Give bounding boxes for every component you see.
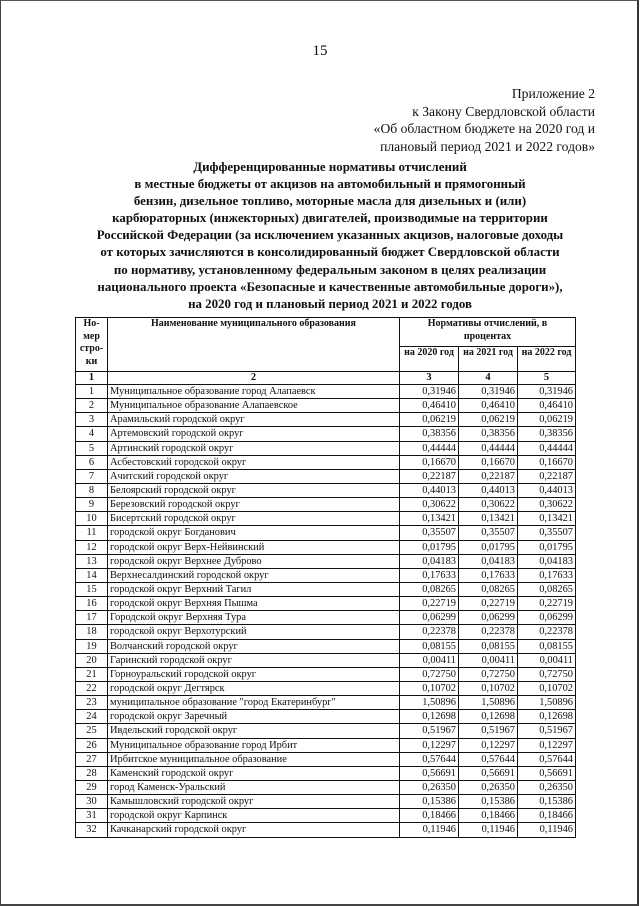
row-number: 1 — [76, 385, 108, 399]
norm-2021: 0,72750 — [459, 667, 518, 681]
table-row — [76, 554, 576, 568]
row-number: 30 — [76, 795, 108, 809]
row-number: 7 — [76, 469, 108, 483]
row-number: 15 — [76, 582, 108, 596]
norm-2021: 0,13421 — [459, 512, 518, 526]
norm-2020: 0,01795 — [400, 540, 459, 554]
norm-2020: 0,06219 — [400, 413, 459, 427]
norm-2020: 0,72750 — [400, 667, 459, 681]
norm-2022: 1,50896 — [518, 696, 576, 710]
norm-2021: 0,35507 — [459, 526, 518, 540]
municipality-name: Горноуральский городской округ — [108, 667, 400, 681]
municipality-name: Гаринский городской округ — [108, 653, 400, 667]
norms-table — [75, 317, 576, 838]
norm-2020: 0,31946 — [400, 385, 459, 399]
norm-2022: 0,12297 — [518, 738, 576, 752]
table-row — [76, 681, 576, 695]
title-line: на 2020 год и плановый период 2021 и 2022 годов — [188, 296, 472, 311]
norm-2021: 0,57644 — [459, 752, 518, 766]
norm-2021: 0,22187 — [459, 469, 518, 483]
appendix-reference — [374, 85, 595, 155]
norm-2022: 0,10702 — [518, 681, 576, 695]
header-norms-group — [400, 318, 576, 347]
title-line: от которых зачисляются в консолидированный бюджет Свердловской области — [100, 245, 560, 260]
table-row — [76, 653, 576, 667]
norm-2021: 0,06219 — [459, 413, 518, 427]
municipality-name: Камышловский городской округ — [108, 795, 400, 809]
column-index: 1 — [76, 372, 108, 385]
norm-2021: 0,16670 — [459, 455, 518, 469]
title-line: национального проекта «Безопасные и качественные автомобильные дороги»), — [97, 279, 563, 294]
table-row — [76, 526, 576, 540]
row-number: 28 — [76, 766, 108, 780]
municipality-name: городской округ Богданович — [108, 526, 400, 540]
norm-2022: 0,22378 — [518, 625, 576, 639]
norm-2021: 1,50896 — [459, 696, 518, 710]
row-number: 26 — [76, 738, 108, 752]
title-line: Дифференцированные нормативы отчислений — [193, 160, 467, 174]
norm-2020: 0,22378 — [400, 625, 459, 639]
row-number: 21 — [76, 667, 108, 681]
table-row — [76, 582, 576, 596]
norm-2020: 0,35507 — [400, 526, 459, 540]
municipality-name: Качканарский городской округ — [108, 823, 400, 837]
norm-2022: 0,26350 — [518, 780, 576, 794]
row-number: 12 — [76, 540, 108, 554]
norm-2020: 0,00411 — [400, 653, 459, 667]
norm-2022: 0,04183 — [518, 554, 576, 568]
appendix-line: Приложение 2 — [511, 86, 595, 101]
norm-2021: 0,38356 — [459, 427, 518, 441]
municipality-name: Белоярский городской округ — [108, 483, 400, 497]
norm-2021: 0,11946 — [459, 823, 518, 837]
document-title — [60, 159, 600, 313]
norm-2022: 0,06219 — [518, 413, 576, 427]
table-row — [76, 413, 576, 427]
norm-2021: 0,12297 — [459, 738, 518, 752]
norm-2022: 0,44013 — [518, 483, 576, 497]
norm-2022: 0,06299 — [518, 611, 576, 625]
title-line: Российской Федерации (за исключением указанных акцизов, налоговые доходы — [96, 228, 564, 243]
municipality-name: муниципальное образование "город Екатеринбург" — [108, 696, 400, 710]
header-norms-label: Нормативы отчислений, в процентах — [427, 318, 548, 342]
norm-2021: 0,18466 — [459, 809, 518, 823]
municipality-name: Ирбитское муниципальное образование — [108, 752, 400, 766]
table-row — [76, 780, 576, 794]
norm-2022: 0,00411 — [518, 653, 576, 667]
table-row — [76, 568, 576, 582]
header-year-2020: на 2020 год — [400, 346, 459, 371]
norm-2020: 0,06299 — [400, 611, 459, 625]
municipality-name: Волчанский городской округ — [108, 639, 400, 653]
row-number: 19 — [76, 639, 108, 653]
row-number: 11 — [76, 526, 108, 540]
norm-2020: 0,13421 — [400, 512, 459, 526]
norm-2022: 0,57644 — [518, 752, 576, 766]
norm-2020: 0,17633 — [400, 568, 459, 582]
norm-2020: 0,12297 — [400, 738, 459, 752]
norm-2020: 0,10702 — [400, 681, 459, 695]
table-row — [76, 667, 576, 681]
table-row — [76, 752, 576, 766]
row-number: 2 — [76, 399, 108, 413]
title-line: по нормативу, установленному федеральным законом в целях реализации — [113, 262, 547, 277]
norm-2022: 0,22187 — [518, 469, 576, 483]
municipality-name: городской округ Верх-Нейвинский — [108, 540, 400, 554]
norm-2022: 0,31946 — [518, 385, 576, 399]
table-row — [76, 540, 576, 554]
appendix-line: плановый период 2021 и 2022 годов» — [380, 138, 595, 154]
norm-2020: 0,11946 — [400, 823, 459, 837]
row-number: 18 — [76, 625, 108, 639]
row-number: 10 — [76, 512, 108, 526]
table-row — [76, 738, 576, 752]
row-number: 31 — [76, 809, 108, 823]
norm-2022: 0,15386 — [518, 795, 576, 809]
norm-2020: 0,51967 — [400, 724, 459, 738]
norm-2022: 0,11946 — [518, 823, 576, 837]
norm-2020: 0,16670 — [400, 455, 459, 469]
row-number: 29 — [76, 780, 108, 794]
title-line: карбюраторных (инжекторных) двигателей, производимые на территории — [112, 211, 548, 226]
table-row — [76, 512, 576, 526]
row-number: 17 — [76, 611, 108, 625]
municipality-name: городской округ Дегтярск — [108, 681, 400, 695]
norm-2021: 0,17633 — [459, 568, 518, 582]
table-row — [76, 823, 576, 837]
norm-2022: 0,12698 — [518, 710, 576, 724]
municipality-name: Муниципальное образование Алапаевское — [108, 399, 400, 413]
municipality-name: Городской округ Верхняя Тура — [108, 611, 400, 625]
row-number: 3 — [76, 413, 108, 427]
table-row — [76, 625, 576, 639]
municipality-name: Муниципальное образование город Ирбит — [108, 738, 400, 752]
norm-2022: 0,72750 — [518, 667, 576, 681]
table-row — [76, 795, 576, 809]
municipality-name: Арамильский городской округ — [108, 413, 400, 427]
norm-2021: 0,12698 — [459, 710, 518, 724]
municipality-name: Каменский городской округ — [108, 766, 400, 780]
norm-2022: 0,22719 — [518, 597, 576, 611]
header-year-2022: на 2022 год — [518, 346, 576, 371]
row-number: 23 — [76, 696, 108, 710]
norm-2021: 0,15386 — [459, 795, 518, 809]
row-number: 20 — [76, 653, 108, 667]
norm-2020: 0,38356 — [400, 427, 459, 441]
row-number: 13 — [76, 554, 108, 568]
municipality-name: Березовский городской округ — [108, 498, 400, 512]
norm-2020: 0,04183 — [400, 554, 459, 568]
row-number: 4 — [76, 427, 108, 441]
norm-2021: 0,22378 — [459, 625, 518, 639]
norm-2020: 0,08155 — [400, 639, 459, 653]
municipality-name: Артемовский городской округ — [108, 427, 400, 441]
norm-2020: 0,15386 — [400, 795, 459, 809]
norm-2022: 0,13421 — [518, 512, 576, 526]
municipality-name: городской округ Верхнее Дуброво — [108, 554, 400, 568]
appendix-line: «Об областном бюджете на 2020 год и — [373, 121, 595, 136]
municipality-name: Артинский городской округ — [108, 441, 400, 455]
municipality-name: Асбестовский городской округ — [108, 455, 400, 469]
header-year-2021: на 2021 год — [459, 346, 518, 371]
column-index-row — [76, 372, 576, 385]
table-row — [76, 639, 576, 653]
norm-2022: 0,01795 — [518, 540, 576, 554]
norm-2021: 0,06299 — [459, 611, 518, 625]
row-number: 16 — [76, 597, 108, 611]
norm-2022: 0,51967 — [518, 724, 576, 738]
table-row — [76, 498, 576, 512]
norm-2020: 0,18466 — [400, 809, 459, 823]
norm-2022: 0,38356 — [518, 427, 576, 441]
norm-2020: 0,12698 — [400, 710, 459, 724]
table-row — [76, 441, 576, 455]
header-name: Наименование муниципального образования — [108, 318, 400, 372]
row-number: 22 — [76, 681, 108, 695]
row-number: 14 — [76, 568, 108, 582]
table-row — [76, 455, 576, 469]
norm-2021: 0,30622 — [459, 498, 518, 512]
row-number: 6 — [76, 455, 108, 469]
table-row — [76, 597, 576, 611]
norm-2021: 0,56691 — [459, 766, 518, 780]
municipality-name: городской округ Верхний Тагил — [108, 582, 400, 596]
norm-2021: 0,44444 — [459, 441, 518, 455]
norm-2021: 0,51967 — [459, 724, 518, 738]
table-row — [76, 696, 576, 710]
norm-2020: 0,44444 — [400, 441, 459, 455]
norm-2020: 0,30622 — [400, 498, 459, 512]
table-row — [76, 469, 576, 483]
table-row — [76, 710, 576, 724]
norm-2021: 0,22719 — [459, 597, 518, 611]
norm-2022: 0,18466 — [518, 809, 576, 823]
row-number: 5 — [76, 441, 108, 455]
norm-2022: 0,17633 — [518, 568, 576, 582]
row-number: 24 — [76, 710, 108, 724]
norm-2020: 0,44013 — [400, 483, 459, 497]
norm-2022: 0,30622 — [518, 498, 576, 512]
norm-2021: 0,04183 — [459, 554, 518, 568]
column-index: 4 — [459, 372, 518, 385]
column-index: 3 — [400, 372, 459, 385]
municipality-name: Ачитский городской округ — [108, 469, 400, 483]
table-row — [76, 427, 576, 441]
municipality-name: город Каменск-Уральский — [108, 780, 400, 794]
norm-2021: 0,08265 — [459, 582, 518, 596]
norm-2022: 0,46410 — [518, 399, 576, 413]
norm-2021: 0,00411 — [459, 653, 518, 667]
norm-2022: 0,44444 — [518, 441, 576, 455]
title-line: в местные бюджеты от акцизов на автомобильный и прямогонный — [134, 177, 526, 192]
municipality-name: городской округ Карпинск — [108, 809, 400, 823]
row-number: 8 — [76, 483, 108, 497]
norm-2021: 0,31946 — [459, 385, 518, 399]
norm-2021: 0,01795 — [459, 540, 518, 554]
norm-2020: 0,57644 — [400, 752, 459, 766]
municipality-name: Муниципальное образование город Алапаевск — [108, 385, 400, 399]
norm-2020: 0,56691 — [400, 766, 459, 780]
page-number: 15 — [312, 43, 328, 59]
table-row — [76, 385, 576, 399]
table-body — [76, 385, 576, 838]
municipality-name: Бисертский городской округ — [108, 512, 400, 526]
norm-2021: 0,08155 — [459, 639, 518, 653]
municipality-name: городской округ Верхняя Пышма — [108, 597, 400, 611]
appendix-line: к Закону Свердловской области — [412, 103, 595, 119]
row-number: 27 — [76, 752, 108, 766]
norm-2022: 0,08265 — [518, 582, 576, 596]
norm-2020: 0,26350 — [400, 780, 459, 794]
norm-2022: 0,35507 — [518, 526, 576, 540]
table-row — [76, 483, 576, 497]
norm-2020: 1,50896 — [400, 696, 459, 710]
norm-2020: 0,22187 — [400, 469, 459, 483]
municipality-name: городской округ Заречный — [108, 710, 400, 724]
norm-2020: 0,46410 — [400, 399, 459, 413]
table-row — [76, 724, 576, 738]
table-row — [76, 611, 576, 625]
row-number: 25 — [76, 724, 108, 738]
norm-2020: 0,22719 — [400, 597, 459, 611]
municipality-name: городской округ Верхотурский — [108, 625, 400, 639]
norm-2022: 0,16670 — [518, 455, 576, 469]
table-row — [76, 766, 576, 780]
row-number: 32 — [76, 823, 108, 837]
column-index: 2 — [108, 372, 400, 385]
column-index: 5 — [518, 372, 576, 385]
table-row — [76, 809, 576, 823]
norm-2020: 0,08265 — [400, 582, 459, 596]
header-row-number: Но- мер стро- ки — [76, 318, 108, 372]
municipality-name: Верхнесалдинский городской округ — [108, 568, 400, 582]
row-number: 9 — [76, 498, 108, 512]
norm-2021: 0,26350 — [459, 780, 518, 794]
norm-2022: 0,56691 — [518, 766, 576, 780]
norm-2022: 0,08155 — [518, 639, 576, 653]
norm-2021: 0,46410 — [459, 399, 518, 413]
norm-2021: 0,10702 — [459, 681, 518, 695]
title-line: бензин, дизельное топливо, моторные масла для дизельных и (или) — [133, 194, 527, 209]
municipality-name: Ивдельский городской округ — [108, 724, 400, 738]
table-row — [76, 399, 576, 413]
norm-2021: 0,44013 — [459, 483, 518, 497]
